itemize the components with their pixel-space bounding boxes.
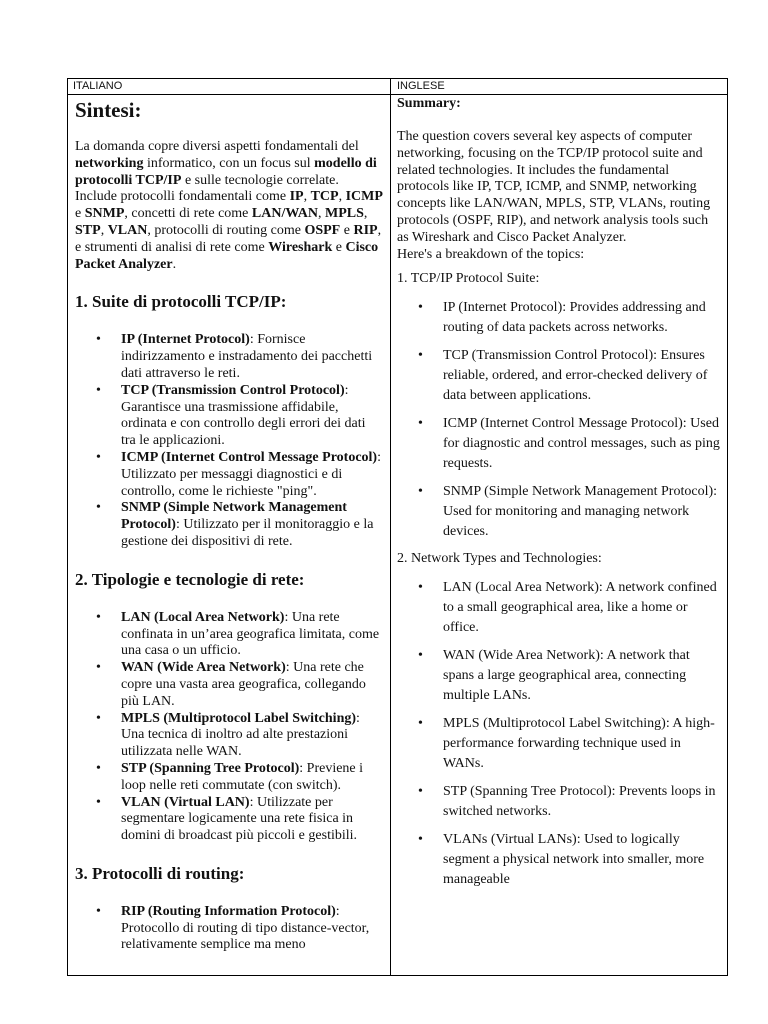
- intro-run: ,: [338, 189, 346, 205]
- list-item: • MPLS (Multiprotocol Label Switching): A high-performance forwarding technique used in WANs.: [397, 714, 722, 774]
- intro-run: SNMP: [84, 206, 125, 222]
- list-item: • TCP (Transmission Control Protocol): Ensures reliable, ordered, and error-checked delivery of data between applications.: [397, 346, 722, 406]
- intro-run: MPLS: [325, 206, 364, 222]
- list-item: [75, 500, 383, 550]
- intro-run: e: [75, 206, 85, 222]
- italian-intro: [75, 139, 383, 273]
- list-item-term: IP (Internet Protocol): [121, 332, 250, 348]
- list-item: [75, 610, 383, 660]
- intro-run: RIP: [353, 222, 378, 238]
- translation-table: [67, 78, 728, 976]
- list-item-term: LAN (Local Area Network): [121, 609, 285, 625]
- list-item-term: TCP (Transmission Control Protocol): [121, 382, 345, 398]
- list-item: [75, 383, 383, 450]
- intro-run: .: [172, 256, 177, 272]
- list-item-desc: : Fornisce indirizzamento e instradamento dei pacchetti dati attraverso le reti.: [121, 332, 373, 381]
- list-item: • STP (Spanning Tree Protocol): Prevents loops in switched networks.: [397, 782, 722, 822]
- list-item-desc: : Utilizzato per il monitoraggio e la gestione dei dispositivi di rete.: [121, 517, 374, 549]
- list-item-term: WAN (Wide Area Network): [121, 660, 286, 676]
- intro-run: OSPF: [304, 222, 341, 238]
- italian-section-heading: 1. Suite di protocolli TCP/IP:: [75, 292, 287, 312]
- list-item-desc: : Previene i loop nelle reti commutate (con switch).: [121, 760, 364, 793]
- italian-column: [75, 95, 383, 975]
- intro-run: informatico, con un focus sul: [143, 155, 315, 171]
- english-section-heading: 2. Network Types and Technologies:: [397, 551, 602, 567]
- italian-section-heading: 3. Protocolli di routing:: [75, 863, 245, 883]
- intro-run: , concetti di rete come: [124, 206, 252, 222]
- intro-run: , protocolli di routing come: [147, 222, 305, 238]
- intro-run: ,: [303, 189, 311, 205]
- list-item-desc: : Utilizzate per segmentare logicamente una rete fisica in domini di broadcast più piccoli e gestibili.: [121, 794, 358, 844]
- english-sections: [397, 270, 722, 890]
- intro-run: Cisco Packet Analyzer: [75, 239, 379, 272]
- english-title: Summary:: [397, 96, 461, 111]
- italian-bullet-list: [75, 904, 383, 954]
- intro-run: modello di protocolli TCP/IP: [75, 155, 377, 188]
- list-item: [75, 761, 383, 795]
- english-bullet-list: [397, 298, 722, 542]
- list-item-desc: : Garantisce una trasmissione affidabile, ordinata e con controllo degli errori dei dati tra le applicazioni.: [121, 382, 366, 449]
- intro-run: TCP: [310, 189, 339, 205]
- list-item: • ICMP (Internet Control Message Protocol): Used for diagnostic and control messages, such as ping requests.: [397, 414, 722, 474]
- list-item: [75, 904, 383, 954]
- english-column: [397, 95, 722, 975]
- intro-run: IP: [289, 189, 304, 205]
- list-item-term: VLAN (Virtual LAN): [121, 794, 250, 810]
- list-item: • IP (Internet Protocol): Provides addressing and routing of data packets across networks.: [397, 298, 722, 338]
- italian-title: Sintesi:: [75, 98, 142, 122]
- list-item: • SNMP (Simple Network Management Protocol): Used for monitoring and managing network devices.: [397, 482, 722, 542]
- list-item-term: MPLS (Multiprotocol Label Switching): [121, 710, 357, 726]
- list-item-term: SNMP (Simple Network Management Protocol): [121, 500, 347, 533]
- intro-run: e sulle tecnologie correlate. Include protocolli fondamentali come: [75, 172, 339, 205]
- intro-run: e: [332, 239, 346, 255]
- italian-section-heading: 2. Tipologie e tecnologie di rete:: [75, 569, 305, 589]
- english-bullet-list: [397, 578, 722, 890]
- intro-run: e: [340, 222, 354, 238]
- intro-run: STP: [75, 222, 101, 238]
- english-intro: The question covers several key aspects of computer networking, focusing on the TCP/IP protocol suite and related technologies. It includes the fundamental protocols like IP, TCP, ICMP, and SNMP, networking concepts like LAN/WAN, MPLS, STP, VLANs, routing protocols (OSPF, RIP), and network analysis tools such as Wireshark and Cisco Packet Analyzer.: [397, 129, 711, 245]
- italian-bullet-list: [75, 610, 383, 845]
- italian-bullet-list: [75, 332, 383, 550]
- intro-run: ICMP: [345, 189, 383, 205]
- list-item-term: ICMP (Internet Control Message Protocol): [121, 449, 378, 465]
- list-item: [75, 332, 383, 382]
- intro-run: ,: [363, 206, 368, 222]
- italian-sections: [75, 292, 383, 954]
- list-item-term: RIP (Routing Information Protocol): [121, 903, 336, 919]
- intro-run: ,: [318, 206, 326, 222]
- english-breakdown: Here's a breakdown of the topics:: [397, 246, 585, 262]
- column-divider: [390, 79, 391, 975]
- intro-run: Wireshark: [268, 239, 333, 255]
- intro-run: , e strumenti di analisi di rete come: [75, 222, 382, 255]
- intro-run: ,: [100, 222, 108, 238]
- list-item-desc: : Protocollo di routing di tipo distance-vector, relativamente semplice ma meno: [121, 903, 370, 953]
- english-section-heading: 1. TCP/IP Protocol Suite:: [397, 271, 540, 287]
- header-italiano: ITALIANO: [73, 80, 123, 92]
- list-item: • LAN (Local Area Network): A network confined to a small geographical area, like a home or office.: [397, 578, 722, 638]
- list-item-desc: : Una tecnica di inoltro ad alte prestazioni utilizzata nelle WAN.: [121, 710, 360, 760]
- header-inglese: INGLESE: [397, 80, 445, 92]
- intro-run: LAN/WAN: [251, 206, 319, 222]
- list-item: • WAN (Wide Area Network): A network that spans a large geographical area, connecting multiple LANs.: [397, 646, 722, 706]
- list-item-term: STP (Spanning Tree Protocol): [121, 760, 300, 776]
- list-item: [75, 795, 383, 845]
- list-item: • VLANs (Virtual LANs): Used to logically segment a physical network into smaller, more manageable: [397, 830, 722, 890]
- list-item: [75, 660, 383, 710]
- list-item: [75, 711, 383, 761]
- intro-run: La domanda copre diversi aspetti fondamentali del: [75, 139, 359, 154]
- list-item: [75, 450, 383, 500]
- list-item-desc: : Utilizzato per messaggi diagnostici e di controllo, come le richieste "ping".: [121, 449, 381, 499]
- intro-run: networking: [75, 155, 144, 171]
- list-item-desc: : Una rete confinata in un’area geografica limitata, come una casa o un ufficio.: [121, 609, 380, 659]
- intro-run: VLAN: [107, 222, 148, 238]
- list-item-desc: : Una rete che copre una vasta area geografica, collegando più LAN.: [121, 660, 366, 709]
